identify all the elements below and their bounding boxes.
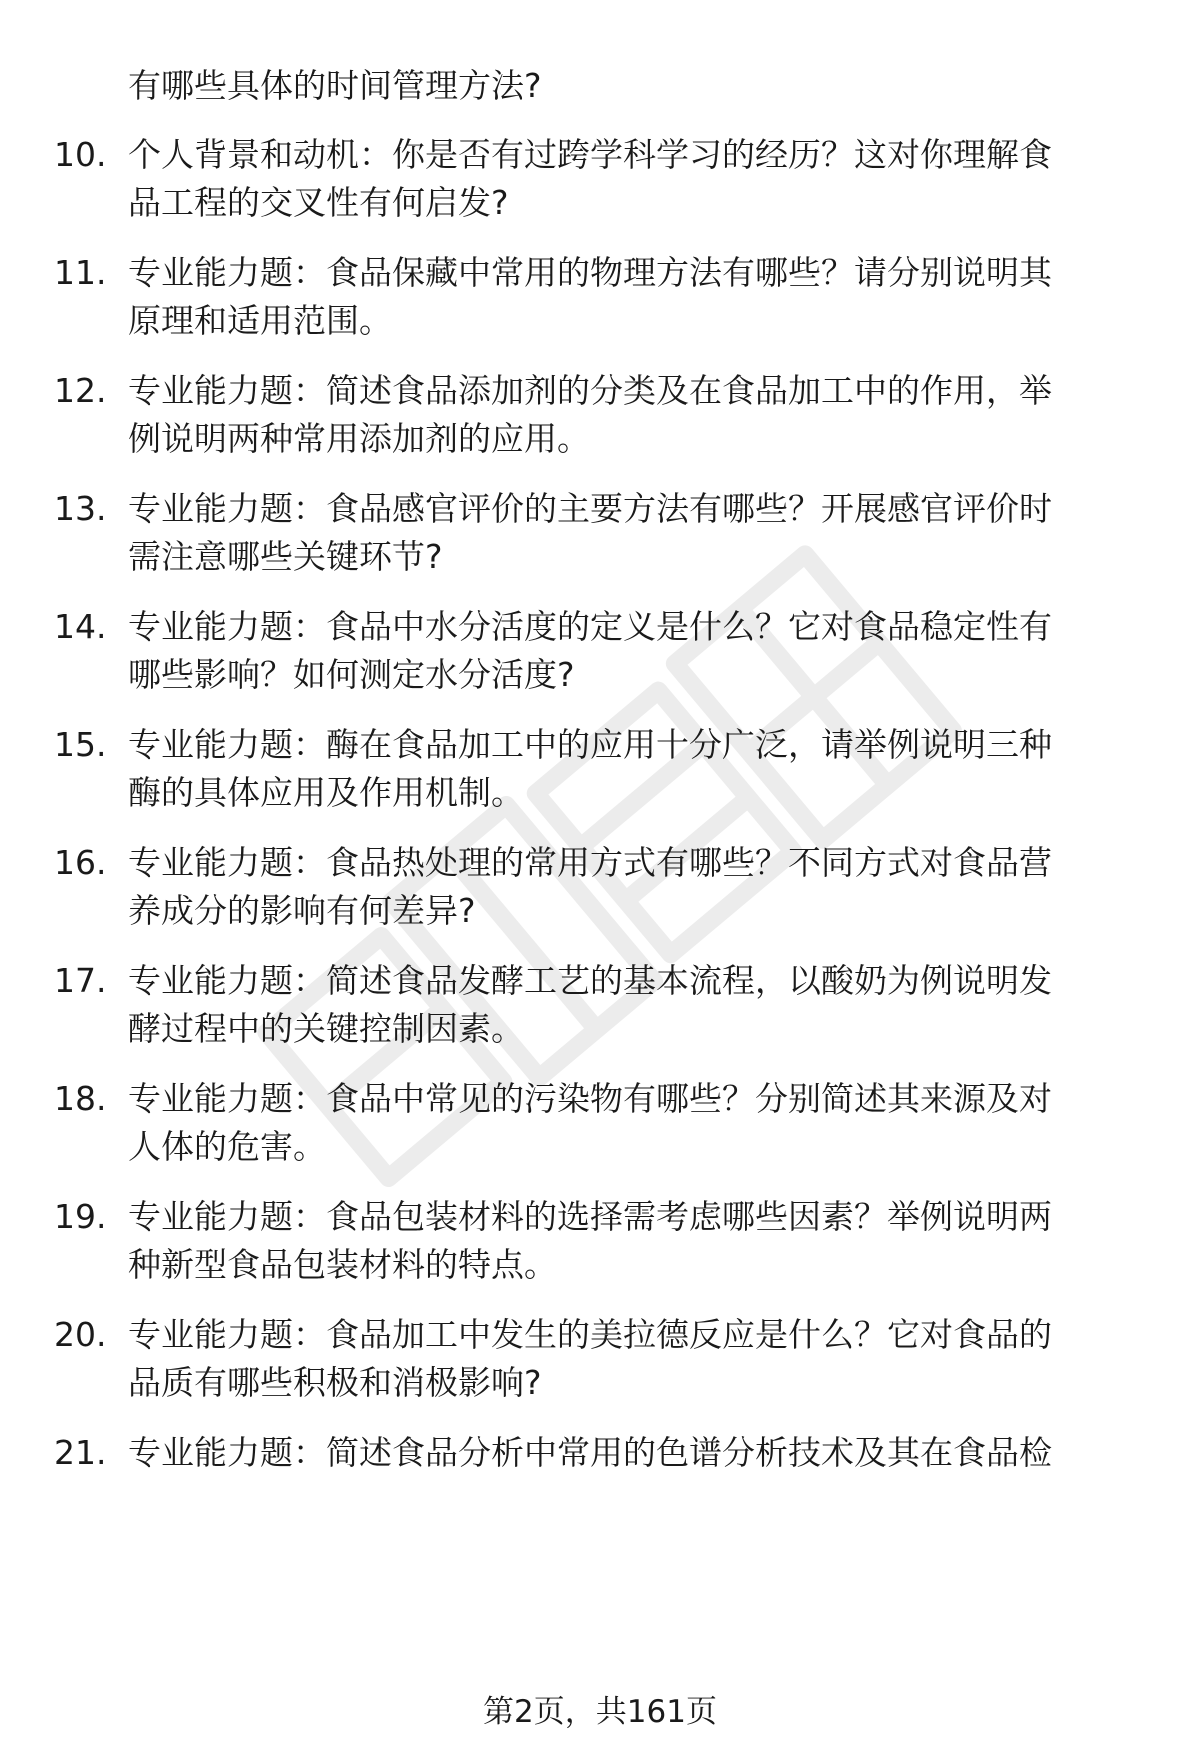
question-line: 哪些影响？如何测定水分活度? [128,655,575,694]
question-text [128,1193,1138,1289]
question-line: 人体的危害。 [128,1127,326,1166]
question-item [0,721,1200,831]
question-line: 需注意哪些关键环节? [128,537,443,576]
question-item [0,1311,1200,1421]
question-text [128,485,1138,581]
question-item [0,957,1200,1067]
question-line: 专业能力题：食品包装材料的选择需考虑哪些因素？举例说明两 [128,1197,1052,1236]
question-line: 专业能力题：食品热处理的常用方式有哪些？不同方式对食品营 [128,843,1052,882]
question-item [0,485,1200,595]
question-item [0,249,1200,359]
question-text [128,249,1138,345]
question-item [0,1075,1200,1185]
question-item [0,131,1200,241]
question-text [128,1429,1138,1477]
question-line: 例说明两种常用添加剂的应用。 [128,419,590,458]
question-text [128,1311,1138,1407]
question-line: 专业能力题：简述食品发酵工艺的基本流程，以酸奶为例说明发 [128,961,1052,1000]
question-number: 13. [54,489,107,528]
question-number: 19. [54,1197,107,1236]
question-line: 专业能力题：食品保藏中常用的物理方法有哪些？请分别说明其 [128,253,1052,292]
question-number: 16. [54,843,107,882]
question-line: 酵过程中的关键控制因素。 [128,1009,524,1048]
question-number: 11. [54,253,107,292]
question-line: 养成分的影响有何差异? [128,891,476,930]
question-text [128,603,1138,699]
question-text [128,367,1138,463]
question-number: 20. [54,1315,107,1354]
question-number: 12. [54,371,107,410]
question-line: 专业能力题：酶在食品加工中的应用十分广泛，请举例说明三种 [128,725,1052,764]
continuation-text: 有哪些具体的时间管理方法? [128,66,542,105]
question-text [128,839,1138,935]
question-item [0,839,1200,949]
page-footer: 第2页，共161页 [483,1694,717,1730]
question-line: 种新型食品包装材料的特点。 [128,1245,557,1284]
question-item [0,603,1200,713]
question-line: 专业能力题：简述食品分析中常用的色谱分析技术及其在食品检 [128,1433,1052,1472]
question-number: 15. [54,725,107,764]
question-number: 17. [54,961,107,1000]
question-text [128,1075,1138,1171]
question-line: 专业能力题：食品中常见的污染物有哪些？分别简述其来源及对 [128,1079,1052,1118]
question-line: 品质有哪些积极和消极影响? [128,1363,542,1402]
question-line: 专业能力题：食品感官评价的主要方法有哪些？开展感官评价时 [128,489,1052,528]
question-item [0,1193,1200,1303]
question-line: 个人背景和动机：你是否有过跨学科学习的经历？这对你理解食 [128,135,1052,174]
question-number: 10. [54,135,107,174]
question-line: 酶的具体应用及作用机制。 [128,773,524,812]
question-number: 14. [54,607,107,646]
question-item [0,1429,1200,1539]
question-number: 18. [54,1079,107,1118]
question-line: 专业能力题：简述食品添加剂的分类及在食品加工中的作用，举 [128,371,1052,410]
question-text [128,957,1138,1053]
question-item [0,367,1200,477]
question-line: 原理和适用范围。 [128,301,392,340]
question-number: 21. [54,1433,107,1472]
question-line: 专业能力题：食品加工中发生的美拉德反应是什么？它对食品的 [128,1315,1052,1354]
question-text [128,131,1138,227]
question-text [128,721,1138,817]
question-line: 专业能力题：食品中水分活度的定义是什么？它对食品稳定性有 [128,607,1052,646]
question-line: 品工程的交叉性有何启发? [128,183,509,222]
